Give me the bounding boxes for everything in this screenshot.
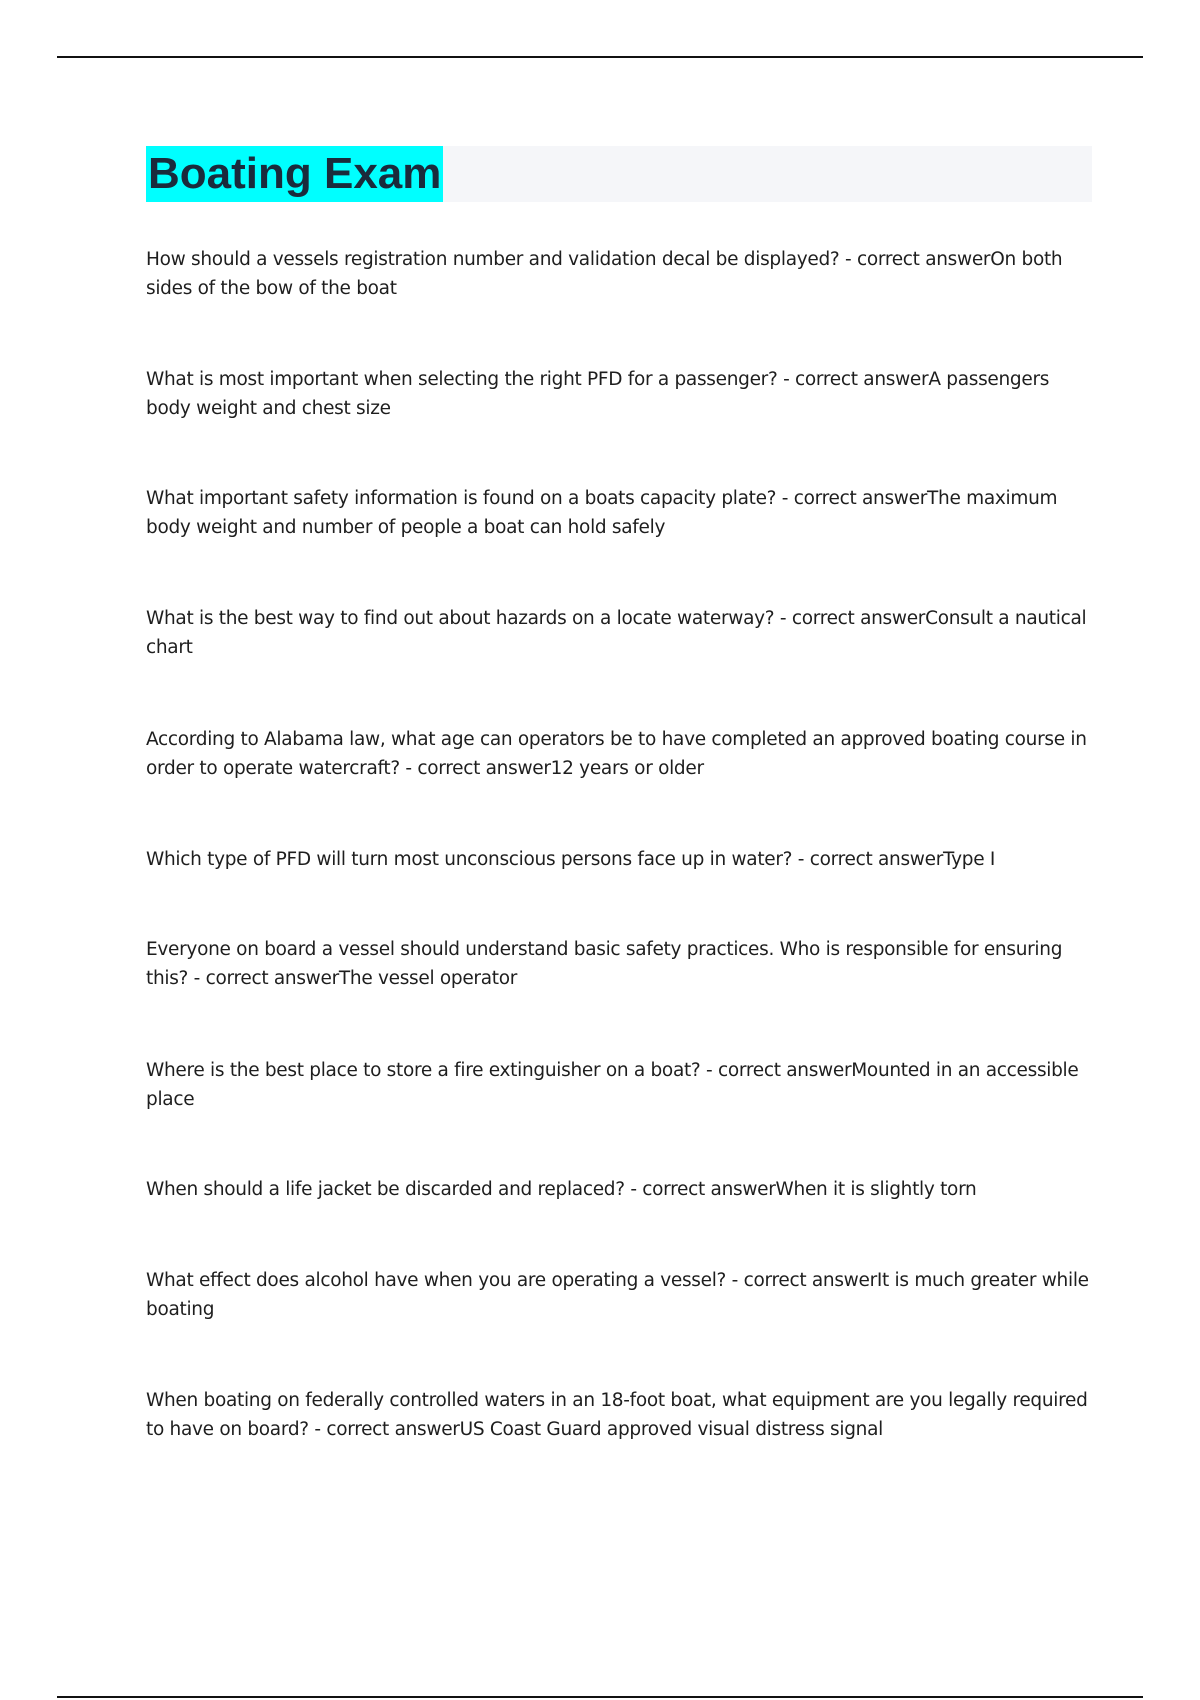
- qa-item-3: What important safety information is found on a boats capacity plate? - correct answerThe maximum body weight and number of people a boat can hold safely: [146, 488, 1058, 538]
- qa-item-7: Everyone on board a vessel should understand basic safety practices. Who is responsible for ensuring this? - correct answerThe vessel operator: [146, 939, 1063, 989]
- qa-item-5: According to Alabama law, what age can operators be to have completed an approved boating course in order to operate watercraft? - correct answer12 years or older: [146, 729, 1087, 779]
- page-title: Boating Exam: [146, 146, 443, 202]
- qa-item-2: What is most important when selecting the right PFD for a passenger? - correct answerA passengers body weight and chest size: [146, 369, 1050, 419]
- qa-item-1: How should a vessels registration number and validation decal be displayed? - correct answerOn both sides of the bow of the boat: [146, 249, 1063, 299]
- qa-item-11: When boating on federally controlled waters in an 18-foot boat, what equipment are you legally required to have on board? - correct answerUS Coast Guard approved visual distress signal: [146, 1390, 1088, 1440]
- qa-item-4: What is the best way to find out about hazards on a locate waterway? - correct answerConsult a nautical chart: [146, 608, 1087, 658]
- qa-item-8: Where is the best place to store a fire extinguisher on a boat? - correct answerMounted in an accessible place: [146, 1060, 1079, 1110]
- qa-item-6: Which type of PFD will turn most unconscious persons face up in water? - correct answerType I: [146, 849, 996, 870]
- header-rule: [57, 56, 1143, 58]
- footer-rule: [57, 1696, 1143, 1698]
- qa-item-10: What effect does alcohol have when you are operating a vessel? - correct answerIt is much greater while boating: [146, 1270, 1089, 1320]
- qa-item-9: When should a life jacket be discarded and replaced? - correct answerWhen it is slightly torn: [146, 1179, 977, 1200]
